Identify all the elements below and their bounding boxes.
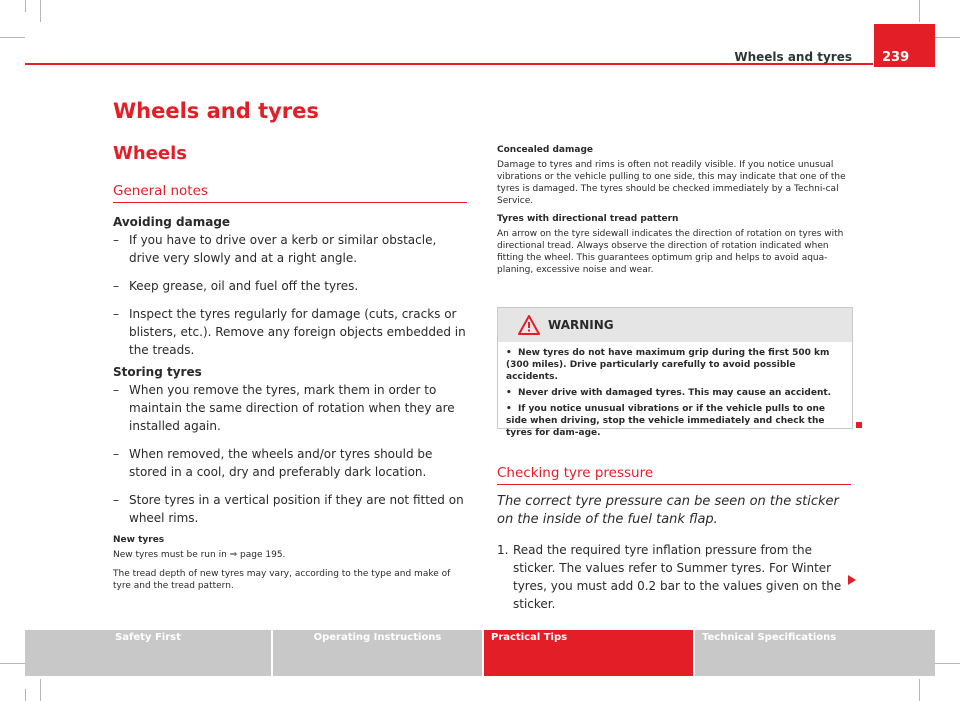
footer-tab-label: Practical Tips <box>491 632 568 643</box>
footer-tab-label: Operating Instructions <box>313 632 442 643</box>
list-item <box>113 445 469 481</box>
right-column <box>497 145 855 283</box>
warning-triangle-icon <box>518 315 540 339</box>
crop-mark <box>25 689 26 701</box>
continue-arrow-icon <box>848 570 856 589</box>
new-tyres-text: New tyres must be run in ⇒ page 195. <box>113 550 286 560</box>
warning-item-text: Never drive with damaged tyres. This may cause an accident. <box>518 388 832 398</box>
step-item <box>497 541 845 613</box>
footer-tab-technical-specifications[interactable] <box>695 630 935 676</box>
crop-mark <box>25 0 26 12</box>
left-column <box>113 215 469 599</box>
subsection-rule <box>113 202 467 203</box>
warning-header <box>498 308 852 342</box>
concealed-damage-heading: Concealed damage <box>497 145 593 155</box>
dash-marker: – <box>113 493 119 507</box>
crop-mark <box>40 679 41 701</box>
chapter-title: Wheels and tyres <box>113 99 319 123</box>
avoiding-damage-heading: Avoiding damage <box>113 215 231 229</box>
warning-item-text: New tyres do not have maximum grip during the first 500 km (300 miles). Drive particularly carefully to avoid possible accidents. <box>506 348 830 382</box>
bullet: • <box>506 404 512 414</box>
list-item <box>113 231 469 267</box>
list-item-text: When removed, the wheels and/or tyres should be stored in a cool, dry and preferably dark location. <box>129 447 433 479</box>
footer-tab-label: Safety First <box>115 632 181 643</box>
list-item <box>113 381 469 435</box>
dash-marker: – <box>113 447 119 461</box>
list-item <box>113 277 469 295</box>
warning-item <box>506 347 844 383</box>
warning-item-text: If you notice unusual vibrations or if the vehicle pulls to one side when driving, stop the vehicle immediately and check the tyres for dam-age. <box>506 404 826 438</box>
crop-mark <box>919 679 920 701</box>
directional-text: An arrow on the tyre sidewall indicates the direction of rotation on tyres with directional tread. Always observe the direction of rotation indicated when fitting the wheel. This guarantees optimum grip and helps to avoid aqua-planing, excessive noise and wear. <box>497 229 844 275</box>
crop-mark <box>935 663 960 664</box>
section-end-marker-icon <box>856 422 862 428</box>
list-item-text: If you have to drive over a kerb or similar obstacle, drive very slowly and at a right angle. <box>129 233 437 265</box>
page-number: 239 <box>874 24 935 67</box>
warning-label: WARNING <box>548 318 614 332</box>
storing-tyres-heading: Storing tyres <box>113 365 202 379</box>
concealed-damage-text: Damage to tyres and rims is often not readily visible. If you notice unusual vibrations or the vehicle pulling to one side, this may indicate that one of the tyres is damaged. The tyres should be checked immediately by a Techni-cal Service. <box>497 160 846 206</box>
step-number: 1. <box>497 543 509 557</box>
list-item-text: Store tyres in a vertical position if they are not fitted on wheel rims. <box>129 493 464 525</box>
crop-mark <box>40 0 41 22</box>
subsection-title: General notes <box>113 183 208 199</box>
pressure-title: Checking tyre pressure <box>497 465 654 481</box>
running-header: Wheels and tyres <box>734 50 852 64</box>
step-text: Read the required tyre inflation pressure from the sticker. The values refer to Summer tyres. For Winter tyres, you must add 0.2 bar to the values given on the sticker. <box>513 543 842 611</box>
bullet: • <box>506 348 512 358</box>
pressure-intro: The correct tyre pressure can be seen on the sticker on the inside of the fuel tank flap. <box>497 494 839 527</box>
list-item-text: Keep grease, oil and fuel off the tyres. <box>129 279 359 293</box>
pressure-rule <box>497 484 851 485</box>
new-tyres-text: The tread depth of new tyres may vary, according to the type and make of tyre and the tread pattern. <box>113 569 451 591</box>
footer-tab-operating-instructions[interactable] <box>273 630 482 676</box>
dash-marker: – <box>113 307 119 321</box>
list-item <box>113 305 469 359</box>
footer-tab-practical-tips[interactable] <box>484 630 693 676</box>
bullet: • <box>506 388 512 398</box>
crop-mark <box>919 0 920 22</box>
warning-body <box>498 342 852 439</box>
crop-mark <box>0 37 25 38</box>
warning-box <box>497 307 853 438</box>
footer-tab-safety-first[interactable] <box>25 630 271 676</box>
dash-marker: – <box>113 383 119 397</box>
directional-heading: Tyres with directional tread pattern <box>497 214 679 224</box>
list-item <box>113 491 469 527</box>
dash-marker: – <box>113 279 119 293</box>
footer-tab-label: Technical Specifications <box>702 632 837 643</box>
warning-item <box>506 387 844 399</box>
section-title: Wheels <box>113 143 187 164</box>
crop-mark <box>0 663 25 664</box>
list-item-text: Inspect the tyres regularly for damage (cuts, cracks or blisters, etc.). Remove any foreign objects embedded in the treads. <box>129 307 466 357</box>
warning-item <box>506 403 844 439</box>
dash-marker: – <box>113 233 119 247</box>
list-item-text: When you remove the tyres, mark them in order to maintain the same direction of rotation when they are installed again. <box>129 383 455 433</box>
crop-mark <box>935 37 960 38</box>
new-tyres-heading: New tyres <box>113 535 165 545</box>
